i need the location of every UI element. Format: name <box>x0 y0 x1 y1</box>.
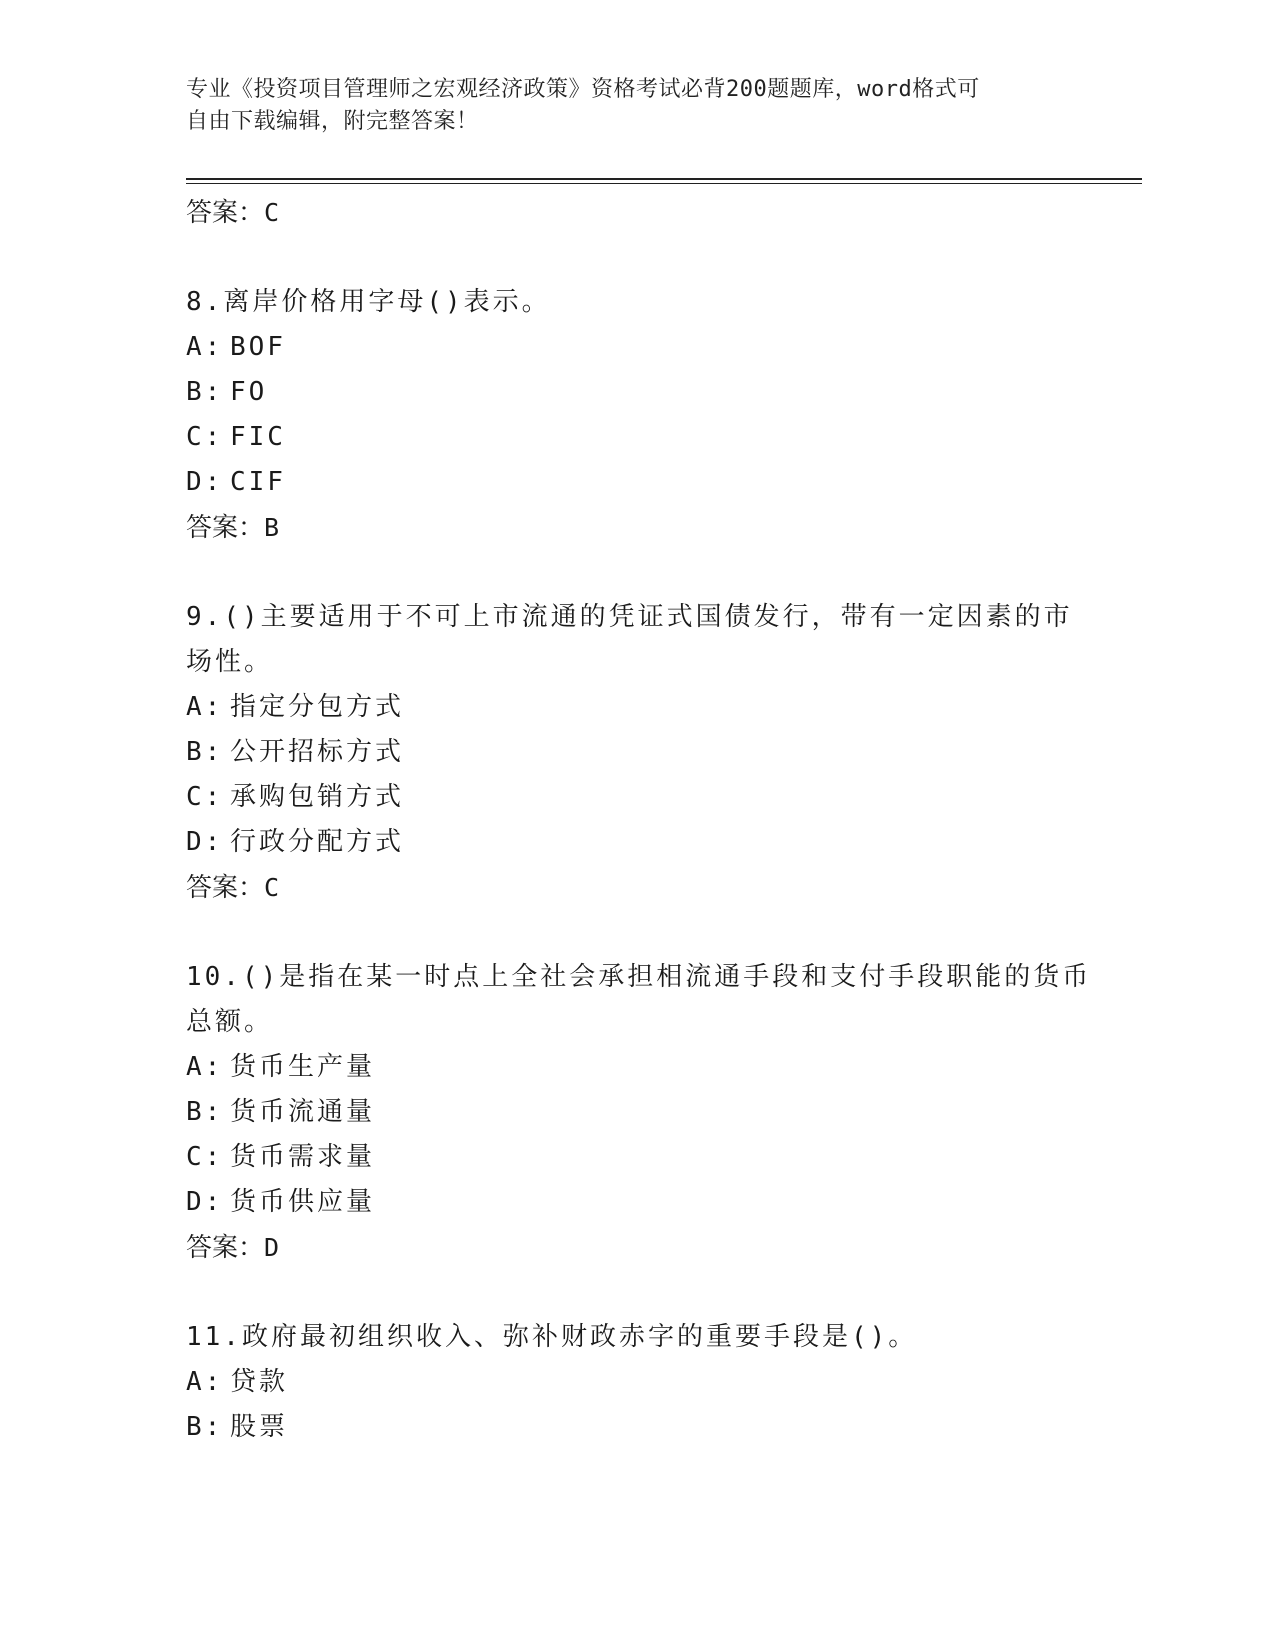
question-9 <box>186 595 1086 685</box>
option-text: 公开招标方式 <box>230 737 405 767</box>
option-text: 承购包销方式 <box>230 782 405 812</box>
question-list <box>186 190 1092 1450</box>
answer-value: C <box>264 198 280 227</box>
option-text: 贷款 <box>230 1367 289 1397</box>
answer-line <box>186 190 1086 236</box>
option-d <box>186 1180 1086 1225</box>
option-key: D: <box>186 1187 224 1217</box>
header-line-1: 专业《投资项目管理师之宏观经济政策》资格考试必背200题题库，word格式可 <box>186 77 980 102</box>
option-key: C: <box>186 1142 224 1172</box>
option-a <box>186 1045 1086 1090</box>
answer-label: 答案： <box>186 1233 265 1263</box>
option-d <box>186 460 1086 505</box>
question-line: 场性。 <box>186 647 274 677</box>
option-a <box>186 685 1086 730</box>
question-text <box>186 280 1086 325</box>
option-key: B: <box>186 377 224 407</box>
option-text: 货币需求量 <box>230 1142 376 1172</box>
answer-value: B <box>264 513 280 542</box>
option-key: A: <box>186 1367 224 1397</box>
option-d <box>186 820 1086 865</box>
answer-label: 答案： <box>186 198 265 228</box>
question-line: 政府最初组织收入、弥补财政赤字的重要手段是()。 <box>241 1322 918 1352</box>
question-number: 9. <box>186 602 224 632</box>
option-b <box>186 370 1086 415</box>
option-text: 股票 <box>230 1412 289 1442</box>
question-11 <box>186 1315 1086 1360</box>
option-c <box>186 775 1086 820</box>
spacer <box>186 1271 1086 1315</box>
question-text <box>186 955 1092 1000</box>
option-key: B: <box>186 1412 224 1442</box>
answer-value: C <box>264 873 280 902</box>
option-text: 货币流通量 <box>230 1097 376 1127</box>
question-line: 离岸价格用字母()表示。 <box>223 287 551 317</box>
answer-value: D <box>264 1233 280 1262</box>
option-key: B: <box>186 737 224 767</box>
option-text: 行政分配方式 <box>230 827 405 857</box>
question-number: 11. <box>186 1322 242 1352</box>
question-line: ()主要适用于不可上市流通的凭证式国债发行，带有一定因素的市 <box>223 602 1073 632</box>
option-b <box>186 730 1086 775</box>
option-text: FIC <box>230 422 286 452</box>
spacer <box>186 551 1086 595</box>
option-c <box>186 1135 1086 1180</box>
question-10 <box>186 955 1092 1045</box>
option-key: A: <box>186 1052 224 1082</box>
option-b <box>186 1405 1086 1450</box>
spacer <box>186 911 1086 955</box>
question-number: 8. <box>186 287 224 317</box>
option-text: 货币生产量 <box>230 1052 376 1082</box>
option-key: D: <box>186 467 224 497</box>
header-divider-thick <box>186 178 1142 180</box>
option-key: A: <box>186 692 224 722</box>
option-text: BOF <box>230 332 286 362</box>
question-8 <box>186 280 1086 325</box>
answer-line <box>186 1225 1086 1271</box>
option-text: 货币供应量 <box>230 1187 376 1217</box>
header-divider-thin <box>186 183 1142 184</box>
answer-label: 答案： <box>186 513 265 543</box>
option-text: CIF <box>230 467 286 497</box>
spacer <box>186 236 1086 280</box>
option-key: A: <box>186 332 224 362</box>
question-text <box>186 1315 1086 1360</box>
answer-line <box>186 505 1086 551</box>
option-key: B: <box>186 1097 224 1127</box>
option-key: C: <box>186 782 224 812</box>
option-a <box>186 1360 1086 1405</box>
question-text <box>186 595 1086 640</box>
option-key: C: <box>186 422 224 452</box>
header-line-2: 自由下载编辑，附完整答案！ <box>186 109 479 134</box>
option-text: 指定分包方式 <box>230 692 405 722</box>
document-header <box>186 74 1066 138</box>
question-line: ()是指在某一时点上全社会承担相流通手段和支付手段职能的货币 <box>241 962 1092 992</box>
question-number: 10. <box>186 962 242 992</box>
option-a <box>186 325 1086 370</box>
question-line: 总额。 <box>186 1007 274 1037</box>
option-b <box>186 1090 1086 1135</box>
option-key: D: <box>186 827 224 857</box>
option-text: FO <box>230 377 268 407</box>
answer-line <box>186 865 1086 911</box>
option-c <box>186 415 1086 460</box>
answer-label: 答案： <box>186 873 265 903</box>
